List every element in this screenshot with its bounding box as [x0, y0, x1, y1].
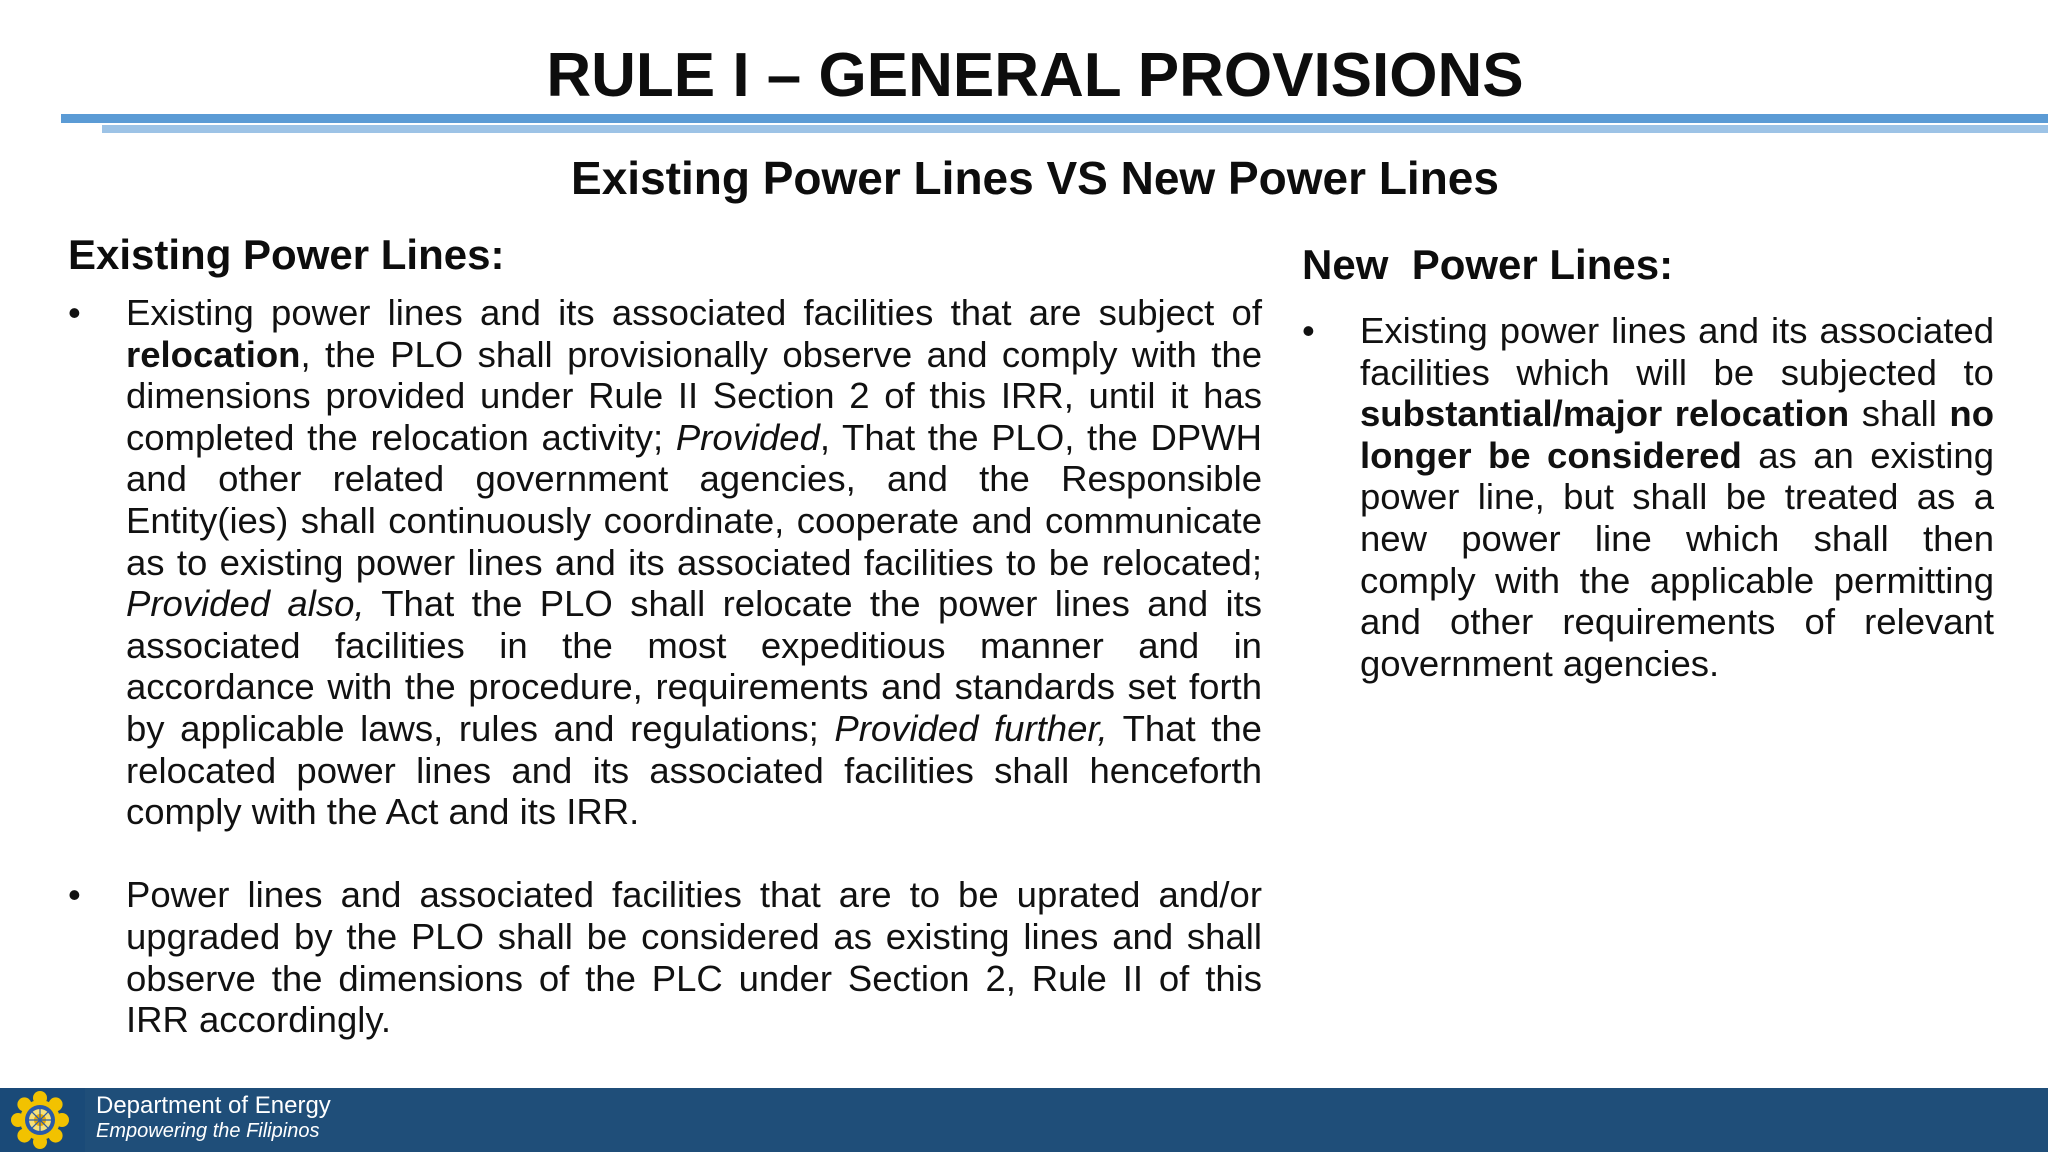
doe-seal-icon [0, 1088, 85, 1152]
bullet-text-bold: substantial/major relocation [1360, 393, 1850, 435]
bullet-text: shall [1849, 393, 1950, 435]
bullet-text: , That the PLO, the DPWH and other related government agencies, and the Responsible Entity(ies) shall continuously coordinate, cooperate and communicate as to existing power lines and its associated facilities to be relocated; [126, 416, 1262, 583]
bullet-text-italic: Provided also, [126, 583, 365, 625]
bullet-text-bold: no longer be considered [1360, 393, 1994, 476]
organization-name: Department of Energy [96, 1092, 331, 1119]
list-item [68, 874, 1262, 1040]
existing-power-lines-list [68, 292, 1262, 1041]
bullet-icon: • [68, 292, 81, 333]
bullet-text: That the relocated power lines and its associated facilities shall henceforth comply with the Act and its IRR. [126, 707, 1262, 833]
bullet-text: as an existing power line, but shall be treated as a new power line which shall then comply with the applicable permitting and other requirements of relevant government agencies. [1360, 434, 1994, 684]
footer-bar [0, 1088, 2048, 1152]
bullet-text-italic: Provided further, [834, 707, 1108, 749]
slide-title: RULE I – GENERAL PROVISIONS [546, 41, 1524, 110]
slide-subtitle: Existing Power Lines VS New Power Lines [571, 152, 1499, 204]
bullet-text-bold: relocation [126, 333, 301, 375]
bullet-text-italic: Provided [675, 416, 820, 458]
list-item [1302, 310, 1994, 684]
bullet-text: Power lines and associated facilities that are to be uprated and/or upgraded by the PLO shall be considered as existing lines and shall observe the dimensions of the PLC under Section 2, Rule II of this IRR accordingly. [126, 874, 1262, 1041]
new-power-lines-list [1302, 310, 1994, 684]
bullet-text: Existing power lines and its associated facilities that are subject of [126, 292, 1262, 333]
title-divider-dark [61, 114, 2048, 123]
existing-power-lines-heading: Existing Power Lines: [68, 231, 505, 278]
organization-tagline: Empowering the Filipinos [96, 1120, 320, 1142]
bullet-icon: • [68, 874, 81, 916]
bullet-text: That the PLO shall relocate the power lines and its associated facilities in the most expeditious manner and in accordance with the procedure, requirements and standards set forth by applicable laws, rules and regulations; [126, 583, 1262, 749]
bullet-text: Existing power lines and its associated facilities which will be subjected to [1360, 310, 1994, 393]
bullet-text: , the PLO shall provisionally observe and comply with the dimensions provided under Rule II Section 2 of this IRR, until it has completed the relocation activity; [126, 333, 1262, 458]
new-power-lines-heading: New Power Lines: [1302, 241, 1674, 288]
title-divider-light [102, 125, 2048, 133]
bullet-icon: • [1302, 310, 1315, 351]
footer-text [96, 1093, 331, 1143]
list-item [68, 292, 1262, 833]
